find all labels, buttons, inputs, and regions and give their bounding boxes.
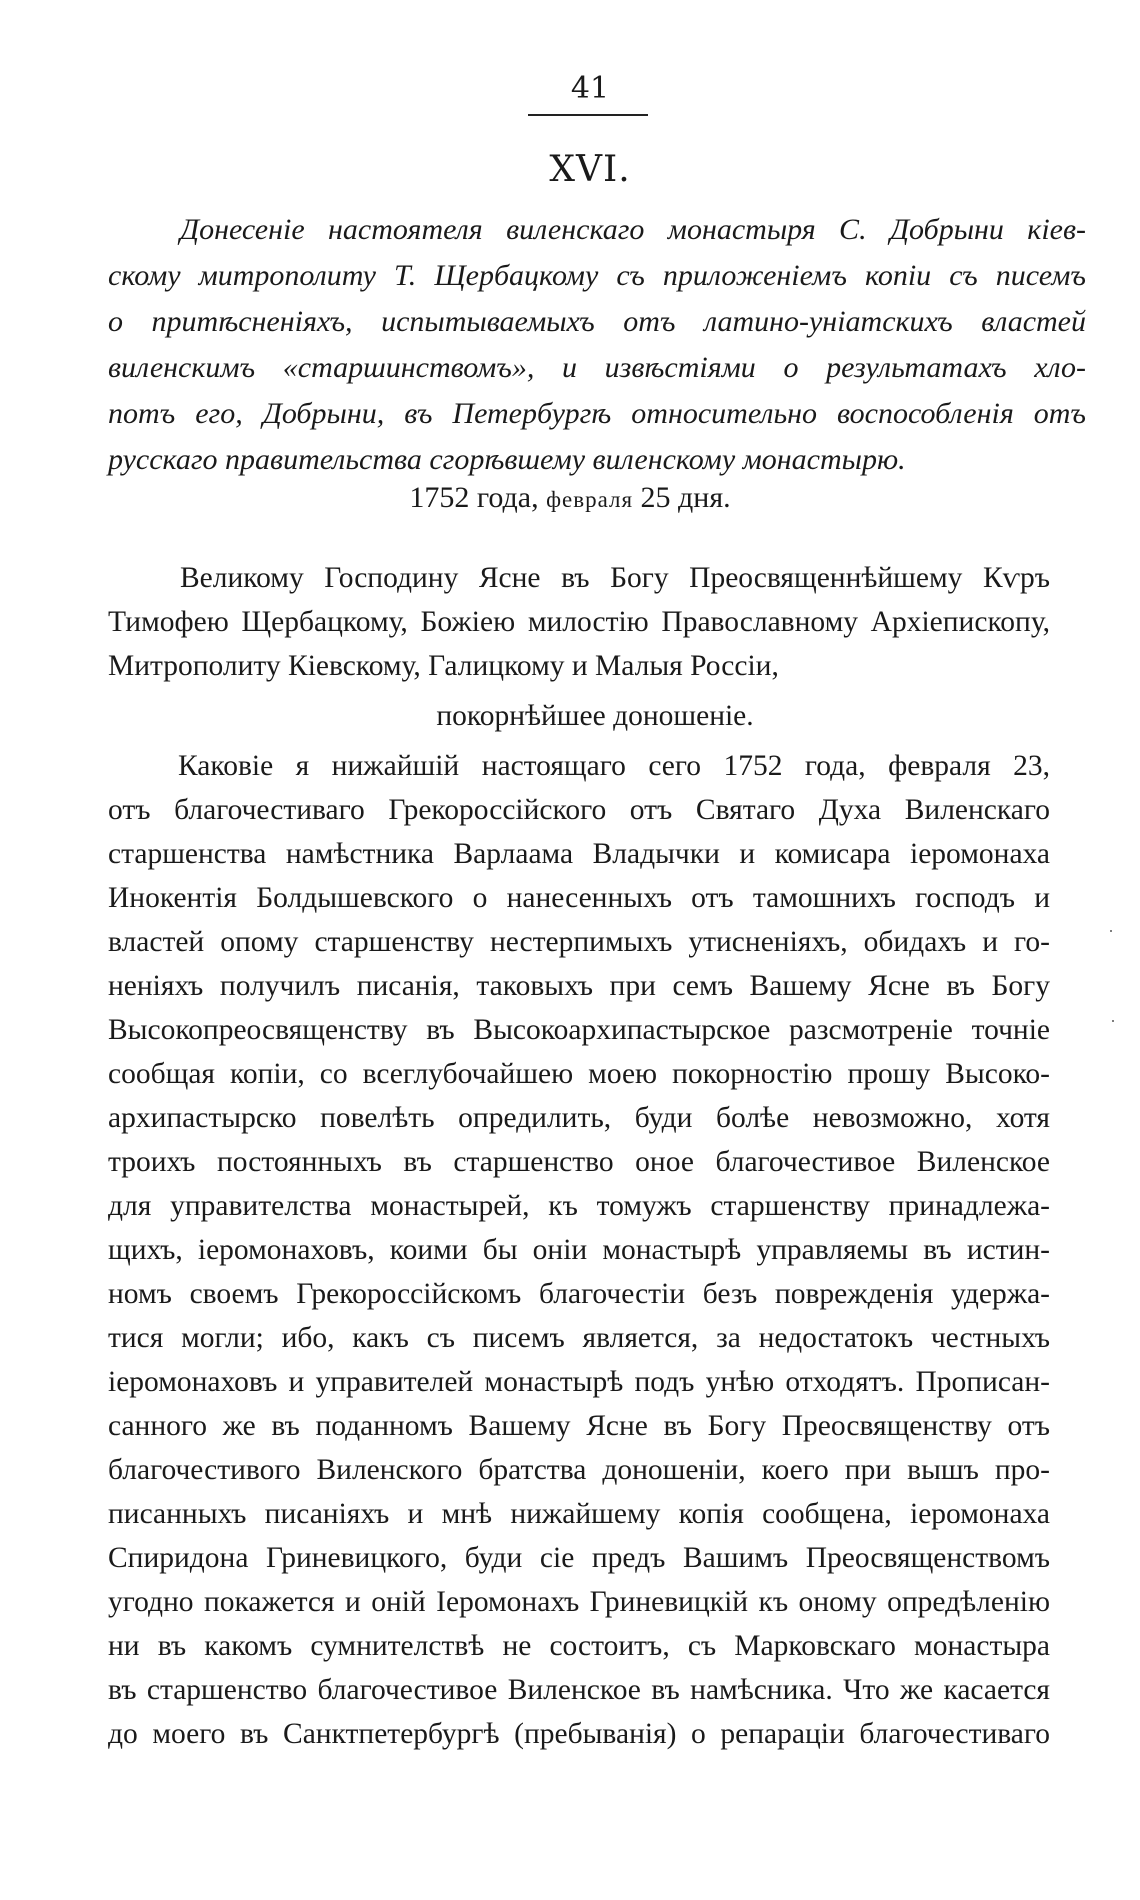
body-line: ни въ какомъ сумнителствѣ не состоитъ, съ Марковскаго монастыра bbox=[108, 1630, 1050, 1662]
date-month: февраля bbox=[546, 487, 634, 512]
heading-line: Донесеніе настоятеля виленскаго монастыря С. Добрыни кiев- bbox=[180, 213, 1086, 246]
body-line: номъ своемъ Грекороссійскомъ благочестіи безъ поврежденія удержа- bbox=[108, 1278, 1050, 1310]
page-number: 41 bbox=[570, 71, 610, 106]
body-line: іеромонаховъ и управителей монастырѣ подъ унѣю отходятъ. Прописан- bbox=[108, 1366, 1050, 1398]
document-date bbox=[0, 478, 1140, 520]
heading-line: потъ его, Добрыни, въ Петербургѣ относительно воспособленія отъ bbox=[108, 397, 1086, 430]
body-line: щихъ, іеромонаховъ, коими бы оніи монастырѣ управляемы въ истин- bbox=[108, 1234, 1050, 1266]
body-line: сообщая копіи, со всеглубочайшею моею покорностію прошу Высоко- bbox=[108, 1058, 1050, 1090]
section-number: XVI. bbox=[549, 149, 631, 190]
body-line: троихъ постоянныхъ въ старшенство оное благочестивое Виленское bbox=[108, 1146, 1050, 1178]
body-line: Высокопреосвященству въ Высокоархипастырское разсмотреніе точніе bbox=[108, 1014, 1050, 1046]
body-line: Инокентія Болдышевского о нанесенныхъ отъ тамошнихъ господъ и bbox=[108, 882, 1050, 914]
address-line: Тимофею Щербацкому, Божіею милостію Православному Архіепископу, bbox=[108, 606, 1050, 638]
body-line: санного же въ поданномъ Вашему Ясне въ Богу Преосвященству отъ bbox=[108, 1410, 1050, 1442]
scan-speck bbox=[1110, 930, 1112, 932]
date-day: 25 дня. bbox=[640, 481, 731, 514]
body-line: властей опому старшенству нестерпимыхъ утисненіяхъ, обидахъ и го- bbox=[108, 926, 1050, 958]
body-line: угодно покажется и оній Іеромонахъ Гриневицкій къ оному опредѣленію bbox=[108, 1586, 1050, 1618]
address-line: Митрополиту Кіевскому, Галицкому и Малыя Россіи, bbox=[108, 650, 779, 682]
body-line: Спиридона Гриневицкого, буди сіе предъ Вашимъ Преосвященствомъ bbox=[108, 1542, 1050, 1574]
closing-line: покорнѣйшее доношеніе. bbox=[436, 700, 754, 732]
body-line: благочестивого Виленского братства доношеніи, коего при вышъ про- bbox=[108, 1454, 1050, 1486]
body-line: писанныхъ писаніяхъ и мнѣ нижайшему копія сообщена, іеромонаха bbox=[108, 1498, 1050, 1530]
body-line: Каковіе я нижайшій настоящаго сего 1752 года, февраля 23, bbox=[178, 750, 1050, 782]
body-line: для управителства монастырей, къ томужъ старшенству принадлежа- bbox=[108, 1190, 1050, 1222]
body-line: старшенства намѣстника Варлаама Владычки и комисара іеромонаха bbox=[108, 838, 1050, 870]
heading-line: виленскимъ «старшинствомъ», и извѣстіями о результатахъ хло- bbox=[108, 351, 1086, 384]
page-number-rule bbox=[528, 114, 648, 116]
heading-line: о притѣсненіяхъ, испытываемыхъ отъ латино-уніатскихъ властей bbox=[108, 305, 1086, 338]
body-line: до моего въ Санктпетербургѣ (пребыванія) о репараціи благочестиваго bbox=[108, 1718, 1050, 1750]
body-line: неніяхъ получилъ писанія, таковыхъ при семъ Вашему Ясне въ Богу bbox=[108, 970, 1050, 1002]
scan-speck bbox=[1112, 1020, 1114, 1022]
body-line: въ старшенство благочестивое Виленское въ намѣсника. Что же касается bbox=[108, 1674, 1050, 1706]
heading-line: русскаго правительства сгорѣвшему виленскому монастырю. bbox=[108, 443, 906, 476]
date-year: 1752 года, bbox=[409, 481, 539, 514]
address-line: Великому Господину Ясне въ Богу Преосвященнѣйшему Кѵръ bbox=[180, 562, 1050, 594]
body-line: тися могли; ибо, какъ съ писемъ является, за недостатокъ честныхъ bbox=[108, 1322, 1050, 1354]
body-line: отъ благочестиваго Грекороссійского отъ Святаго Духа Виленскаго bbox=[108, 794, 1050, 826]
body-line: архипастырско повелѣть опредилить, буди болѣе невозможно, хотя bbox=[108, 1102, 1050, 1134]
heading-line: скому митрополиту Т. Щербацкому съ приложеніемъ копіи съ писемъ bbox=[108, 259, 1086, 292]
